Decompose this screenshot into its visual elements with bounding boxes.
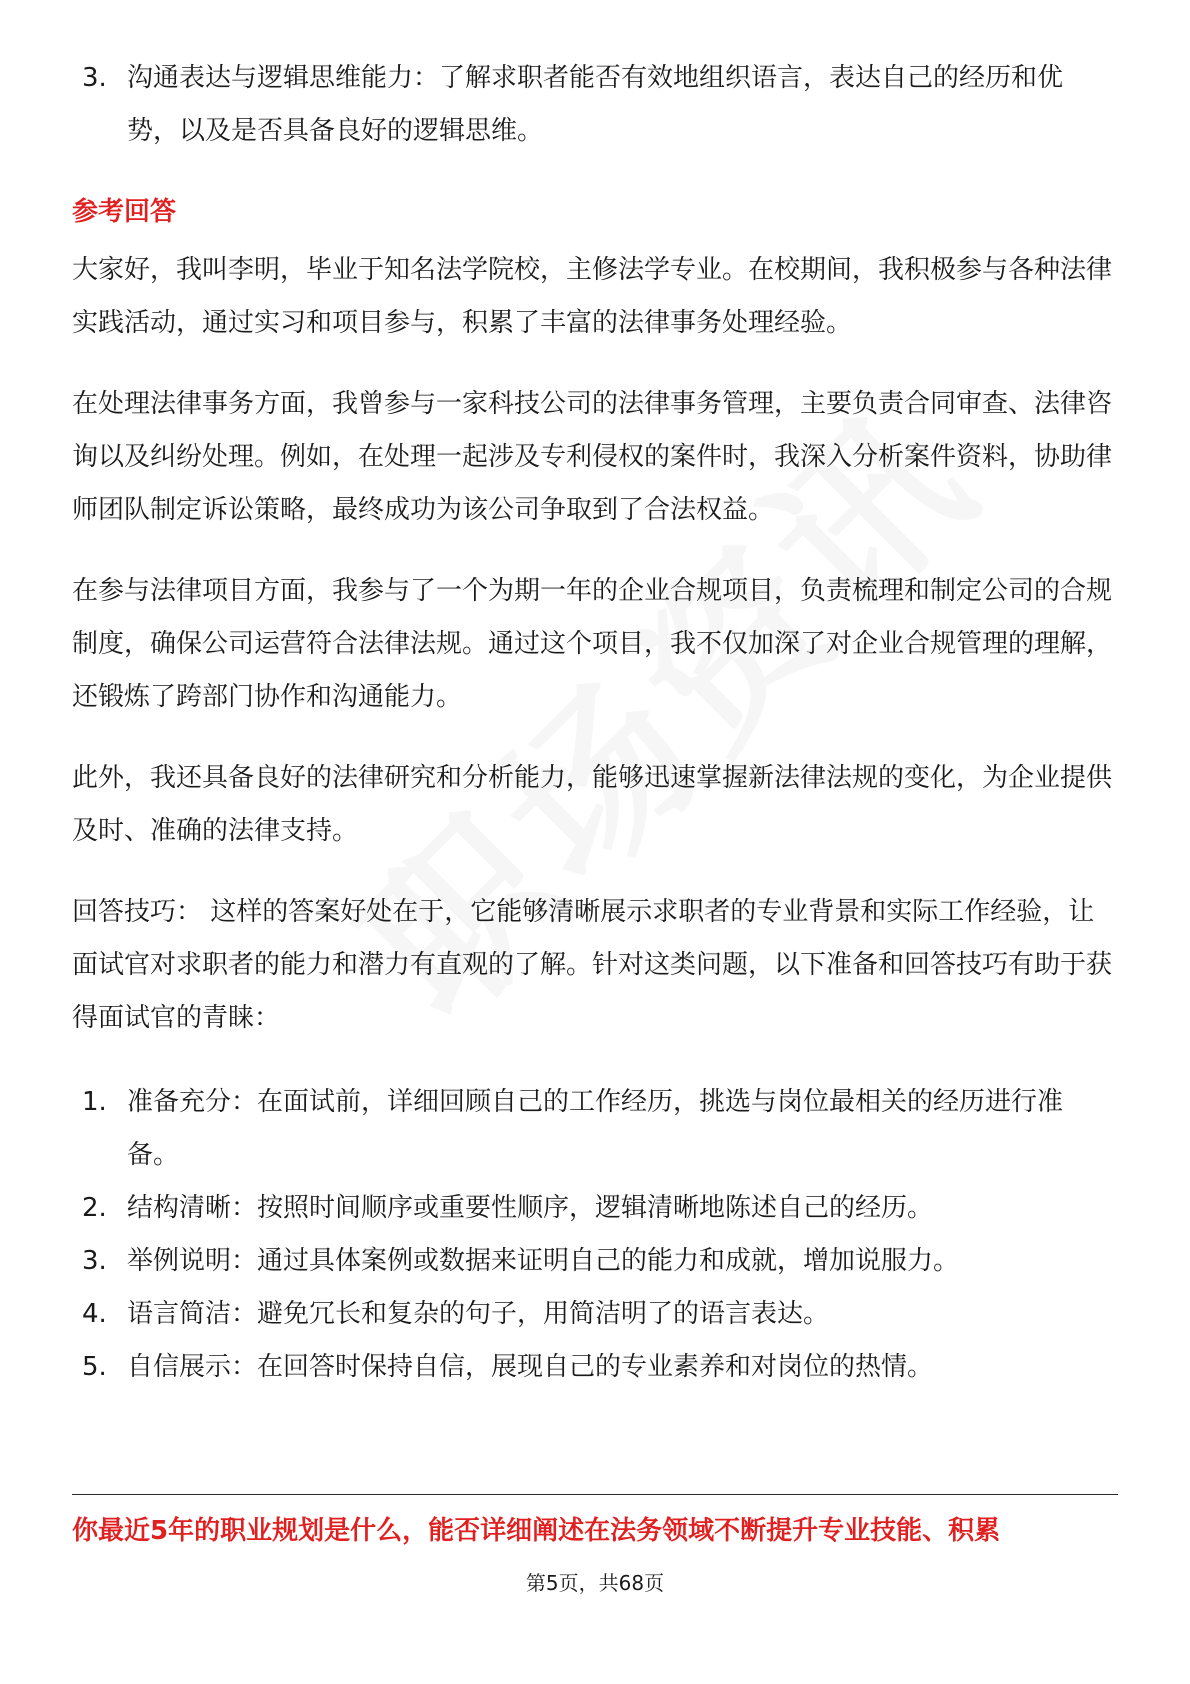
paragraph-research: 此外，我还具备良好的法律研究和分析能力，能够迅速掌握新法律法规的变化，为企业提供及时、准确的法律支持。 xyxy=(72,763,1113,846)
list-item-number: 3. xyxy=(82,1246,107,1276)
list-item-text: 语言简洁：避免冗长和复杂的句子，用简洁明了的语言表达。 xyxy=(127,1299,830,1329)
list-item-number: 5. xyxy=(82,1352,107,1382)
paragraph-intro: 大家好，我叫李明，毕业于知名法学院校，主修法学专业。在校期间，我积极参与各种法律实践活动，通过实习和项目参与，积累了丰富的法律事务处理经验。 xyxy=(72,255,1113,338)
page-number: 第5页，共68页 xyxy=(525,1571,665,1595)
list-item-text: 沟通表达与逻辑思维能力：了解求职者能否有效地组织语言，表达自己的经历和优势，以及是否具备良好的逻辑思维。 xyxy=(127,63,1064,146)
paragraph-legal-project: 在参与法律项目方面，我参与了一个为期一年的企业合规项目，负责梳理和制定公司的合规制度，确保公司运营符合法律法规。通过这个项目，我不仅加深了对企业合规管理的理解，还锻炼了跨部门协作和沟通能力。 xyxy=(72,576,1113,712)
list-item-text: 准备充分：在面试前，详细回顾自己的工作经历，挑选与岗位最相关的经历进行准备。 xyxy=(127,1087,1064,1170)
paragraph-legal-affairs: 在处理法律事务方面，我曾参与一家科技公司的法律事务管理，主要负责合同审查、法律咨询以及纠纷处理。例如，在处理一起涉及专利侵权的案件时，我深入分析案件资料，协助律师团队制定诉讼策略，最终成功为该公司争取到了合法权益。 xyxy=(72,389,1113,525)
list-item-text: 结构清晰：按照时间顺序或重要性顺序，逻辑清晰地陈述自己的经历。 xyxy=(127,1193,934,1223)
list-item-text: 举例说明：通过具体案例或数据来证明自己的能力和成就，增加说服力。 xyxy=(127,1246,960,1276)
paragraph-answer-tips: 回答技巧： 这样的答案好处在于，它能够清晰展示求职者的专业背景和实际工作经验，让面试官对求职者的能力和潜力有直观的了解。针对这类问题，以下准备和回答技巧有助于获得面试官的青睐： xyxy=(72,897,1113,1033)
list-item-number: 2. xyxy=(82,1193,107,1223)
list-item-number: 4. xyxy=(82,1299,107,1329)
list-item-number: 3. xyxy=(82,63,107,93)
list-item-number: 1. xyxy=(82,1087,107,1117)
section-heading: 参考回答 xyxy=(72,197,177,227)
next-question-heading: 你最近5年的职业规划是什么，能否详细阐述在法务领域不断提升专业技能、积累 xyxy=(72,1516,1001,1546)
list-item-text: 自信展示：在回答时保持自信，展现自己的专业素养和对岗位的热情。 xyxy=(127,1352,934,1382)
divider xyxy=(72,1494,1118,1495)
